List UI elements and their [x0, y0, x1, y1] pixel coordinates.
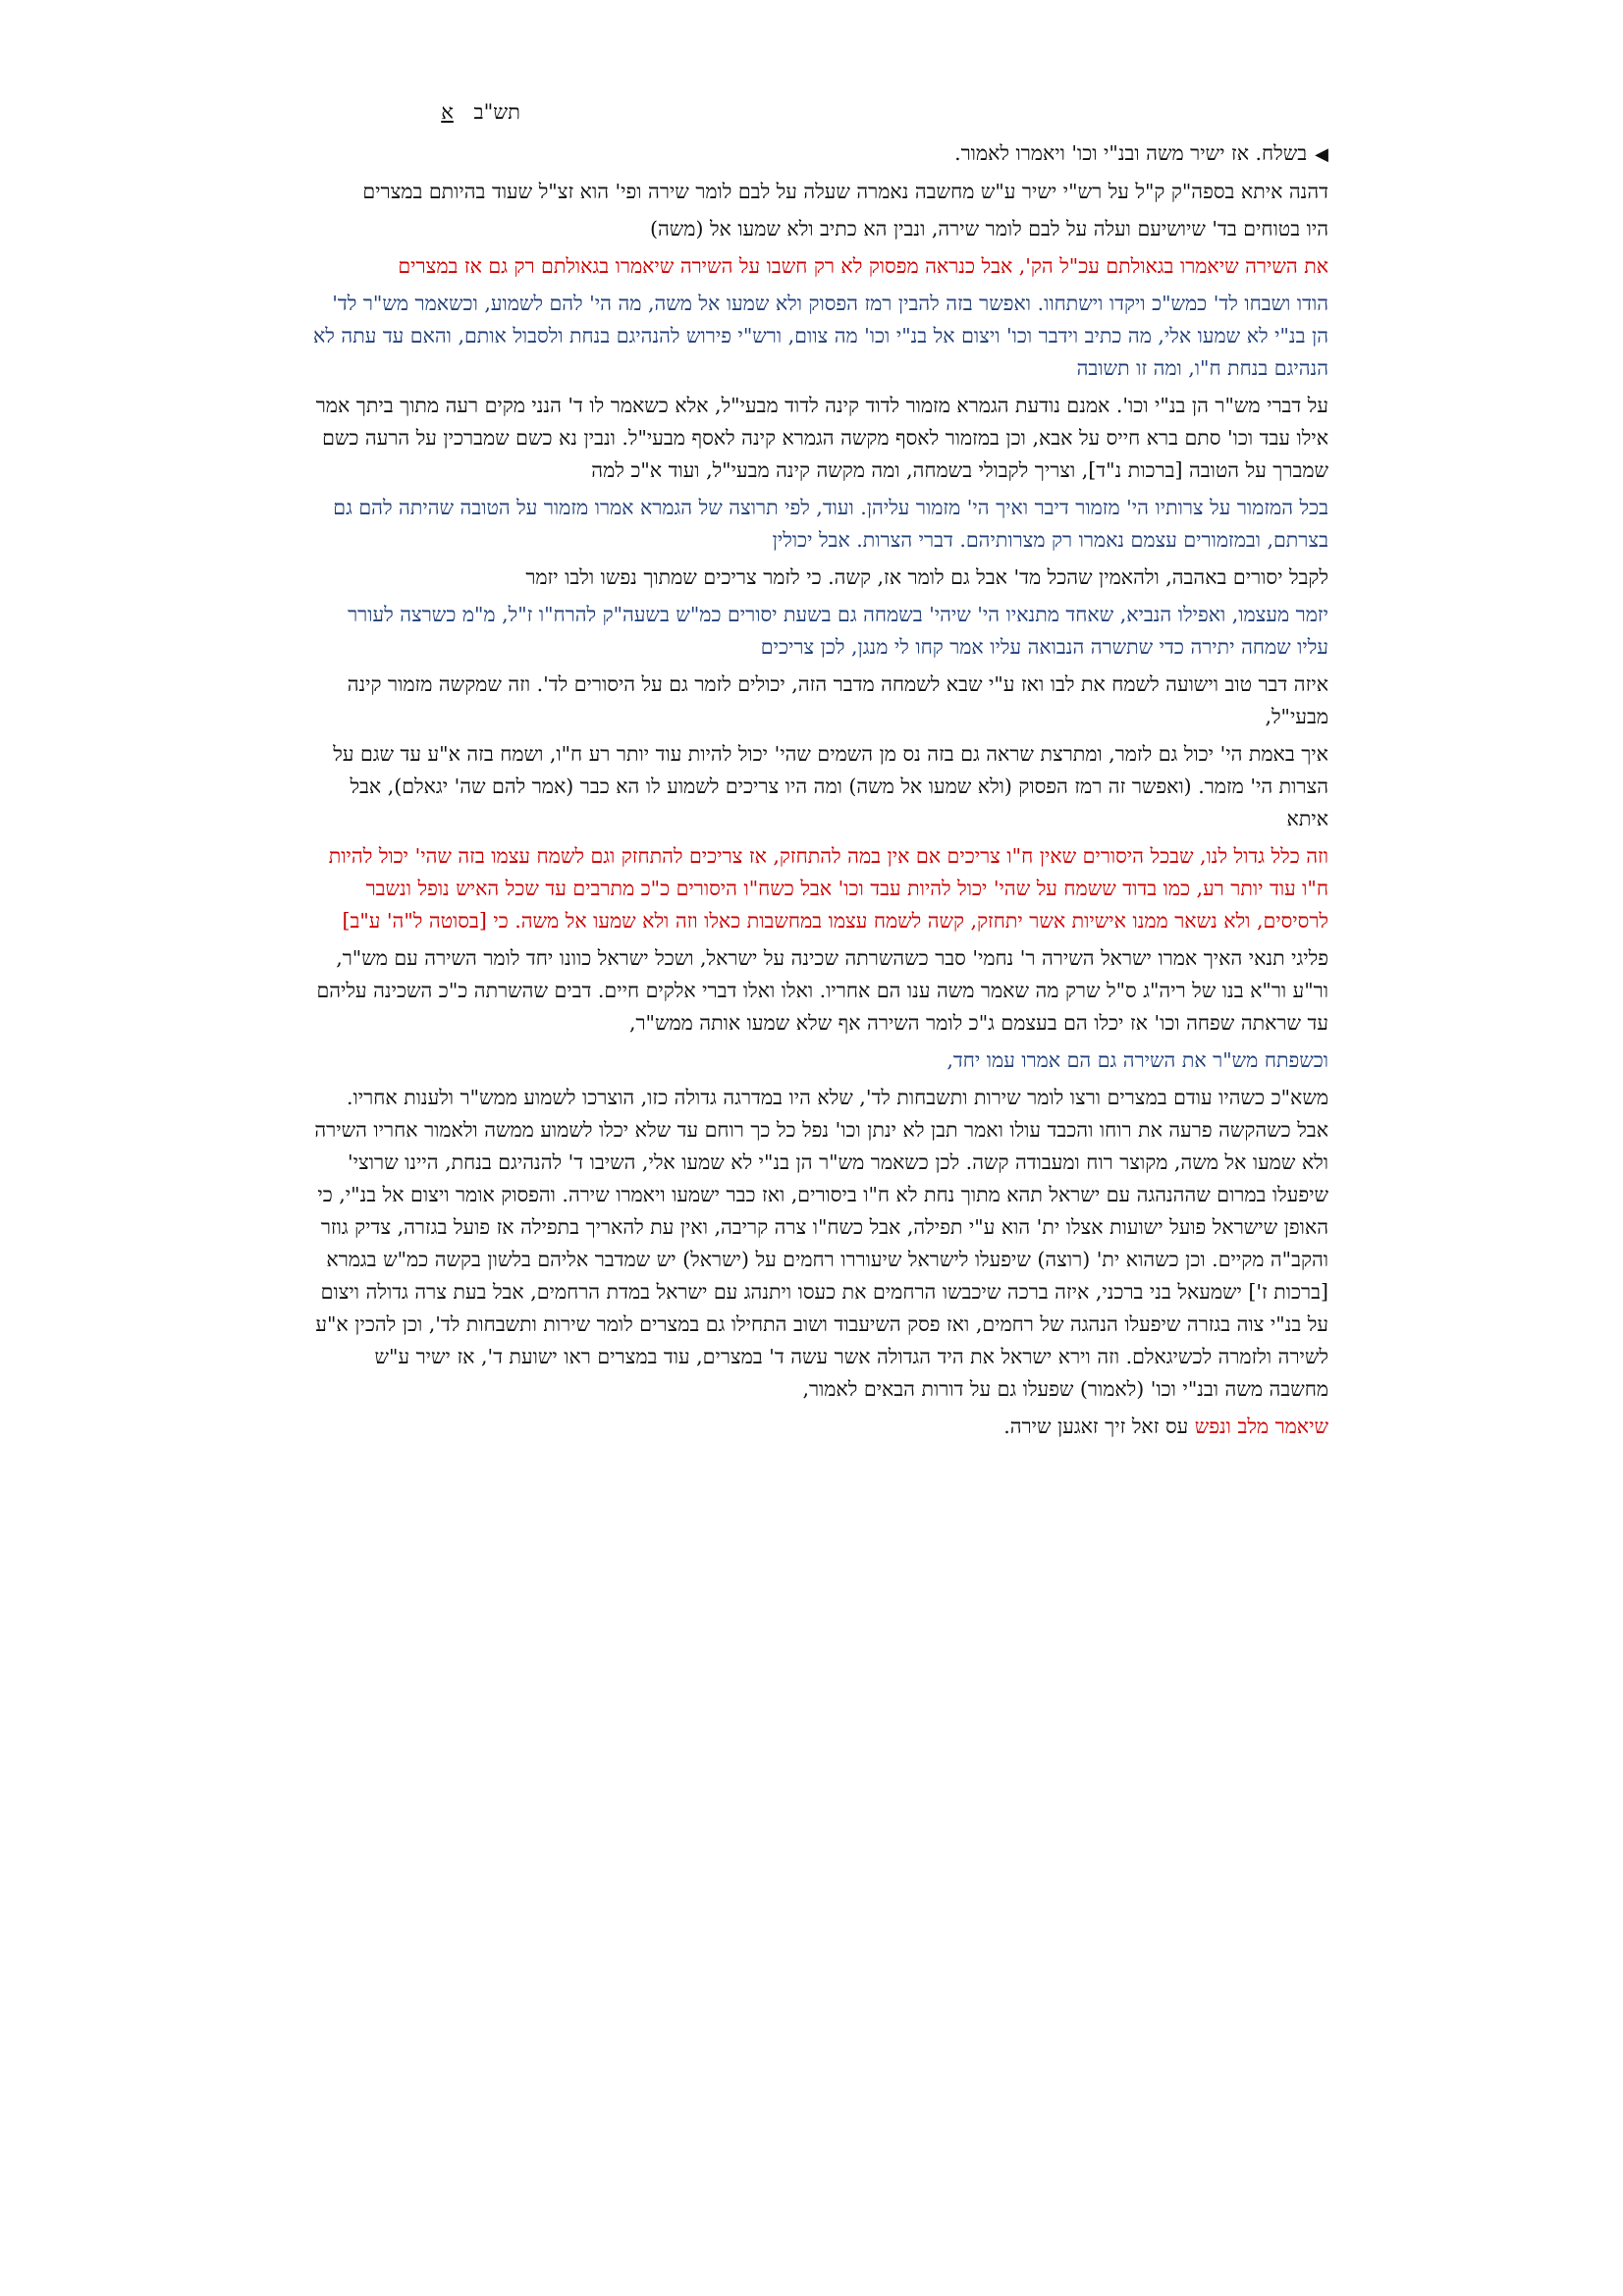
paragraph: על דברי מש"ר הן בנ"י וכו'. אמנם נודעת הגמרא מזמור לדוד קינה לדוד מבעי"ל, אלא כשאמר לו ד' הנני מקים רעה מתוך ביתך אמר אילו עבד וכו' סתם ברא חייס על אבא, וכן במזמור לאסף מקשה הגמרא קינה לאסף מבעי"ל. ונבין נא כשם שמברכין על הרעה כשם שמברך על הטובה [ברכות נ"ד], וצריך לקבולי בשמחה, ומה מקשה קינה מבעי"ל, ועוד א"כ למה	[315, 394, 1328, 482]
paragraph-closing	[312, 1411, 1328, 1443]
paragraph-red-edit: וזה כלל גדול לנו, שבכל היסורים שאין ח"ו צריכים אם אין במה להתחזק, אז צריכים להתחזק וגם לשמח עצמו בזה שהי' יכול להיות ח"ו עוד יותר רע, כמו בדוד ששמח על שהי' יכול להיות עבד וכו' אבל כשח"ו היסורים כ"כ מתרבים עד שכל האיש נופל ונשבר לרסיסים, ולא נשאר ממנו אישיות אשר יתחזק, קשה לשמח עצמו במחשבות כאלו וזה ולא שמעו אל משה. כי [בסוטה ל"ה' ע"ב]	[328, 844, 1328, 933]
paragraph: היו בטוחים בד' שיושיעם ועלה על לבם לומר שירה, ונבין הא כתיב ולא שמעו אל (משה)	[649, 217, 1328, 240]
paragraph: משא"כ כשהיו עודם במצרים ורצו לומר שירות ותשבחות לד', שלא היו במדרגה גדולה כזו, הוצרכו לשמוע ממש"ר ולענות אחריו. אבל כשהקשה פרעה את רוחו והכבד עולו ואמר תבן לא ינתן וכו' נפל כל כך רוחם עד שלא יכלו לשמוע ממשה ולאמור אחריו השירה ולא שמעו אל משה, מקוצר רוח ומעבודה קשה. לכן כשאמר מש"ר הן בנ"י לא שמעו אלי, השיבו ד' להנהיגם בנחת, היינו שרוצי' שיפעלו במרום שההנהגה עם ישראל תהא מתוך נחת לא ח"ו ביסורים, ואז כבר ישמעו ויאמרו שירה. והפסוק אומר ויצום אל בנ"י, כי האופן שישראל פועל ישועות אצלו ית' הוא ע"י תפילה, אבל כשח"ו צרה קריבה, ואין עת להאריך בתפילה אז פועל בגזרה, צדיק גוזר והקב"ה מקיים. וכן כשהוא ית' (רוצה) שיפעלו לישראל שיעוררו רחמים על (ישראל) יש שמדבר אליהם בלשון בקשה כמ"ש בגמרא [ברכות ז'] ישמעאל בני ברכני, איזה ברכה שיכבשו הרחמים את כעסו ויתנהג עם ישראל במדת הרחמים, אבל בעת צרה גדולה ויצום על בנ"י צוה בגזרה שיפעלו הנהגה של רחמים, ואז פסק השיעבוד ושוב התחילו גם במצרים לומר שירות ותשבחות לד', וכן להכין א"ע לשירה ולזמרה לכשיגאלם. וזה וירא ישראל את היד הגדולה אשר עשה ד' במצרים, עוד במצרים ראו ישועת ד', אז ישיר ע"ש מחשבה משה ובנ"י וכו' (לאמור) שפעלו גם על דורות הבאים לאמור,	[314, 1086, 1328, 1401]
paragraph: לקבל יסורים באהבה, ולהאמין שהכל מד' אבל גם לומר אז, קשה. כי לזמר צריכים שמתוך נפשו ולבו יזמר	[525, 565, 1328, 589]
paragraph-opening	[312, 137, 1328, 171]
bullet-arrow-icon: ◀	[1315, 144, 1328, 165]
page-letter: א	[441, 100, 454, 124]
paragraph: פליגי תנאי האיך אמרו ישראל השירה ר' נחמי' סבר כשהשרתה שכינה על ישראל, ושכל ישראל כוונו יחד לומר השירה עם מש"ר, ור"ע ור"א בנו של ריה"ג ס"ל שרק מה שאמר משה ענו הם אחריו. ואלו ואלו דברי אלקים חיים. דבים שהשרתה כ"כ השכינה עליהם עד שראתה שפחה וכו' אז יכלו הם בעצמם ג"כ לומר השירה אף שלא שמעו אותה ממש"ר,	[316, 946, 1328, 1035]
paragraph: דהנה איתא בספה"ק ק"ל על רש"י ישיר ע"ש מחשבה נאמרה שעלה על לבם לומר שירה ופי' הוא זצ"ל שעוד בהיותם במצרים	[362, 180, 1328, 203]
page-number: תש"ב	[473, 100, 520, 124]
paragraph-red-edit: את השירה שיאמרו בגאולתם עכ"ל הק', אבל כנראה מפסוק לא רק חשבו על השירה שיאמרו בגאולתם רק גם אז במצרים	[398, 254, 1328, 278]
closing-phrase: עס זאל זיך זאגען שירה.	[1003, 1415, 1189, 1438]
paragraph-text: בשלח. אז ישיר משה ובנ"י וכו' ויאמרו לאמור.	[954, 141, 1308, 165]
page-header	[403, 100, 520, 125]
paragraph: איזה דבר טוב וישועה לשמח את לבו ואז ע"י שבא לשמחה מדבר הזה, יכולים לזמר גם על היסורים לד'. וזה שמקשה מזמור קינה מבעי"ל,	[347, 672, 1328, 728]
paragraph-blue-edit: הודו ושבחו לד' כמש"כ ויקדו וישתחוו. ואפשר בזה להבין רמז הפסוק ולא שמעו אל משה, מה הי' להם לשמוע, וכשאמר מש"ר לד' הן בנ"י לא שמעו אלי, מה כתיב וידבר וכו' ויצום אל בנ"י וכו' מה צוום, ורש"י פירוש להנהיגם בנחת ולסבול אותם, והאם עד עתה לא הנהיגם בנחת ח"ו, ומה זו תשובה	[313, 292, 1328, 380]
closing-red-phrase: שיאמר מלב ונפש	[1194, 1415, 1328, 1438]
document-body	[312, 137, 1328, 1443]
paragraph-blue-edit: בכל המזמור על צרותיו הי' מזמור דיבר ואיך הי' מזמור עליהן. ועוד, לפי תרוצה של הגמרא אמרו מזמור על הטובה שהיתה להם גם בצרתם, ובמזמורים עצמם נאמרו רק מצרותיהם. דברי הצרות. אבל יכולין	[333, 496, 1328, 552]
paragraph: איך באמת הי' יכול גם לזמר, ומתרצת שראה גם בזה נס מן השמים שהי' יכול להיות עוד יותר רע ח"ו, ושמח בזה א"ע עד שגם על הצרות הי' מזמר. (ואפשר זה רמז הפסוק (ולא שמעו אל משה) ומה היו צריכים לשמוע לו הא כבר (אמר להם שה' יגאלם), אבל איתא	[333, 742, 1328, 830]
paragraph-blue-edit: וכשפתח מש"ר את השירה גם הם אמרו עמו יחד,	[947, 1048, 1328, 1072]
paragraph-blue-edit: יזמר מעצמו, ואפילו הנביא, שאחד מתנאיו הי' שיהי' בשמחה גם בשעת יסורים כמ"ש בשעה"ק להרח"ו ז"ל, מ"מ כשרצה לעורר עליו שמחה יתירה כדי שתשרה הנבואה עליו אמר קחו לי מנגן, לכן צריכים	[348, 603, 1328, 659]
